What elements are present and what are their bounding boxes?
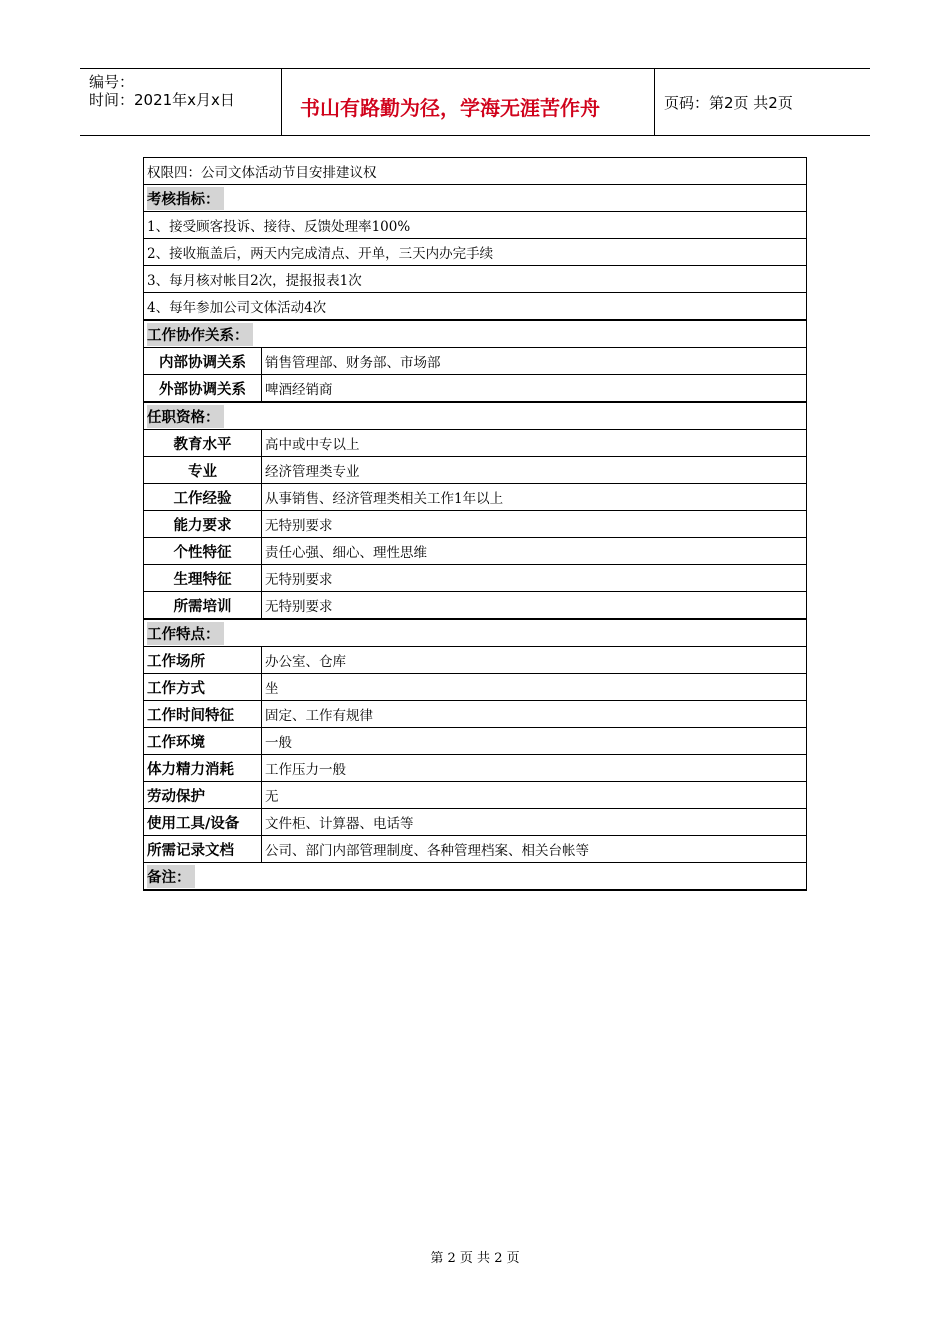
row-label: 所需培训 xyxy=(144,592,262,620)
row-label: 专业 xyxy=(144,457,262,484)
row-label: 内部协调关系 xyxy=(144,348,262,375)
header-divider-left xyxy=(281,68,282,136)
header-divider-right xyxy=(654,68,655,136)
section-coordination xyxy=(144,320,807,348)
qualification-row xyxy=(144,430,807,457)
row-value: 责任心强、细心、理性思维 xyxy=(262,538,807,565)
feature-row xyxy=(144,782,807,809)
assessment-item-text: 3、每月核对帐目2次，提报报表1次 xyxy=(144,266,807,293)
page-footer: 第 2 页 共 2 页 xyxy=(430,1251,520,1266)
feature-row xyxy=(144,836,807,863)
assessment-title: 考核指标： xyxy=(147,187,224,210)
qualification-row xyxy=(144,565,807,592)
row-value: 无特别要求 xyxy=(262,511,807,538)
assessment-item-text: 1、接受顾客投诉、接待、反馈处理率100% xyxy=(144,212,807,239)
assessment-item xyxy=(144,266,807,293)
qualification-row xyxy=(144,484,807,511)
row-label: 外部协调关系 xyxy=(144,375,262,403)
header-bottom-rule xyxy=(80,135,870,136)
row-label: 使用工具/设备 xyxy=(144,809,262,836)
assessment-item xyxy=(144,293,807,321)
row-label: 体力精力消耗 xyxy=(144,755,262,782)
row-label: 教育水平 xyxy=(144,430,262,457)
row-value: 经济管理类专业 xyxy=(262,457,807,484)
feature-row xyxy=(144,701,807,728)
section-features xyxy=(144,619,807,647)
assessment-item-text: 4、每年参加公司文体活动4次 xyxy=(144,293,807,321)
authority-text: 权限四：公司文体活动节目安排建议权 xyxy=(144,158,807,185)
feature-row xyxy=(144,647,807,674)
qualification-row xyxy=(144,457,807,484)
qualification-row xyxy=(144,538,807,565)
coordination-row xyxy=(144,375,807,403)
row-label: 所需记录文档 xyxy=(144,836,262,863)
page-label: 页码：第2页 共2页 xyxy=(664,94,793,112)
qualification-title: 任职资格： xyxy=(147,405,224,428)
row-value: 坐 xyxy=(262,674,807,701)
authority-row xyxy=(144,158,807,185)
row-value: 公司、部门内部管理制度、各种管理档案、相关台帐等 xyxy=(262,836,807,863)
assessment-item-text: 2、接收瓶盖后，两天内完成清点、开单，三天内办完手续 xyxy=(144,239,807,266)
row-value: 工作压力一般 xyxy=(262,755,807,782)
row-value: 从事销售、经济管理类相关工作1年以上 xyxy=(262,484,807,511)
row-value: 一般 xyxy=(262,728,807,755)
section-qualification xyxy=(144,402,807,430)
row-value: 办公室、仓库 xyxy=(262,647,807,674)
qualification-row xyxy=(144,511,807,538)
row-label: 个性特征 xyxy=(144,538,262,565)
header-top-rule xyxy=(80,68,870,69)
row-value: 无特别要求 xyxy=(262,565,807,592)
feature-row xyxy=(144,809,807,836)
feature-row xyxy=(144,755,807,782)
job-description-table xyxy=(143,157,807,891)
coordination-row xyxy=(144,348,807,375)
qualification-row xyxy=(144,592,807,620)
row-value: 高中或中专以上 xyxy=(262,430,807,457)
assessment-item xyxy=(144,239,807,266)
row-label: 工作环境 xyxy=(144,728,262,755)
row-value: 无特别要求 xyxy=(262,592,807,620)
time-label: 时间：2021年x月x日 xyxy=(89,91,235,109)
number-label: 编号： xyxy=(89,73,135,91)
motto-title: 书山有路勤为径，学海无涯苦作舟 xyxy=(300,96,600,120)
row-value: 文件柜、计算器、电话等 xyxy=(262,809,807,836)
row-label: 能力要求 xyxy=(144,511,262,538)
feature-row xyxy=(144,674,807,701)
row-value: 啤酒经销商 xyxy=(262,375,807,403)
row-value: 销售管理部、财务部、市场部 xyxy=(262,348,807,375)
row-label: 工作方式 xyxy=(144,674,262,701)
coordination-title: 工作协作关系： xyxy=(147,323,253,346)
row-label: 劳动保护 xyxy=(144,782,262,809)
row-value: 无 xyxy=(262,782,807,809)
remarks-row xyxy=(144,863,807,891)
row-label: 工作场所 xyxy=(144,647,262,674)
section-assessment xyxy=(144,185,807,212)
row-label: 工作时间特征 xyxy=(144,701,262,728)
feature-row xyxy=(144,728,807,755)
row-label: 生理特征 xyxy=(144,565,262,592)
row-value: 固定、工作有规律 xyxy=(262,701,807,728)
row-label: 工作经验 xyxy=(144,484,262,511)
remarks-title: 备注： xyxy=(147,865,195,888)
features-title: 工作特点： xyxy=(147,622,224,645)
assessment-item xyxy=(144,212,807,239)
